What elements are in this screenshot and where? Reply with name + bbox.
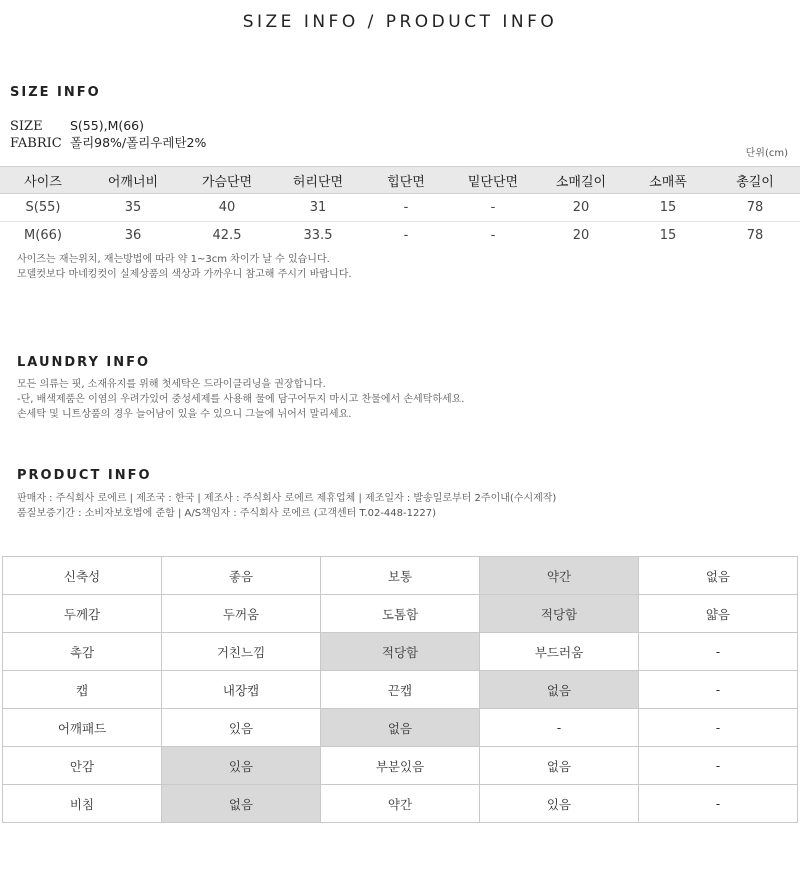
table-cell: 42.5: [212, 228, 242, 243]
attribute-option: 약간: [321, 785, 480, 823]
table-cell: 40: [180, 194, 274, 222]
attribute-name: 안감: [3, 747, 162, 785]
attribute-name: 신축성: [3, 557, 162, 595]
table-cell: 31: [274, 194, 362, 222]
size-note: 모델컷보다 마네킹컷이 실제상품의 색상과 가까우니 참고해 주시기 바랍니다.: [17, 269, 352, 280]
attribute-option-selected: 없음: [162, 785, 321, 823]
attribute-option-selected: 있음: [162, 747, 321, 785]
size-note: 사이즈는 재는위치, 재는방법에 따라 약 1~3cm 차이가 날 수 있습니다.: [17, 254, 330, 265]
attribute-option: -: [480, 709, 639, 747]
fabric-spec-line: [10, 133, 206, 151]
attribute-option: 거친느낌: [162, 633, 321, 671]
attribute-name: 캡: [3, 671, 162, 709]
table-cell: -: [450, 194, 536, 222]
product-line: 판매자 : 주식회사 로에르 | 제조국 : 한국 | 제조사 : 주식회사 로에르 제휴업체 | 제조일자 : 발송일로부터 2주이내(수시제작): [17, 493, 557, 504]
attribute-row: [3, 557, 798, 595]
attribute-option: 있음: [480, 785, 639, 823]
attribute-row: [3, 671, 798, 709]
attribute-row: [3, 747, 798, 785]
attribute-option-selected: 적당함: [321, 633, 480, 671]
attribute-option-selected: 약간: [480, 557, 639, 595]
table-cell: 33.5: [303, 228, 333, 243]
attribute-option-selected: 없음: [321, 709, 480, 747]
table-cell: -: [490, 228, 496, 243]
product-line: 품질보증기간 : 소비자보호법에 준함 | A/S책임자 : 주식회사 로에르 (고객센터 T.02-448-1227): [17, 508, 436, 519]
attribute-name: 두께감: [3, 595, 162, 633]
table-cell: 35: [86, 194, 180, 222]
table-cell: S(55): [0, 194, 86, 222]
attribute-row: [3, 785, 798, 823]
attribute-option: 부드러움: [480, 633, 639, 671]
attribute-option: -: [639, 709, 798, 747]
attribute-name: 촉감: [3, 633, 162, 671]
size-value: S(55),M(66): [70, 118, 145, 133]
unit-label: 단위(cm): [745, 148, 788, 159]
fabric-value: 폴리98%/폴리우레탄2%: [70, 135, 207, 150]
attribute-option: -: [639, 633, 798, 671]
attribute-option: -: [639, 785, 798, 823]
size-table-header: 가슴단면: [180, 167, 274, 194]
laundry-line: 손세탁 및 니트상품의 경우 늘어남이 있을 수 있으니 그늘에 뉘어서 말리세요.: [17, 409, 352, 420]
attribute-row: [3, 709, 798, 747]
table-cell: -: [362, 194, 450, 222]
size-label: SIZE: [10, 119, 43, 134]
product-info-heading: PRODUCT INFO: [17, 468, 152, 483]
table-row: [0, 194, 800, 222]
page-title: SIZE INFO / PRODUCT INFO: [242, 12, 558, 32]
attribute-row: [3, 633, 798, 671]
laundry-notes: [17, 377, 464, 422]
table-cell: 20: [536, 194, 626, 222]
size-table-header: 소매길이: [536, 167, 626, 194]
laundry-line: -단, 배색제품은 이염의 우려가있어 중성세제를 사용해 물에 담구어두지 마시고 찬물에서 손세탁하세요.: [17, 394, 465, 405]
attribute-row: [3, 595, 798, 633]
attribute-option: -: [639, 671, 798, 709]
table-cell: -: [403, 228, 409, 243]
size-notes: [17, 252, 352, 282]
attribute-option: 좋음: [162, 557, 321, 595]
size-table-header: 밑단단면: [450, 167, 536, 194]
product-attribute-table: [2, 556, 798, 823]
size-table-header-row: [0, 167, 800, 194]
table-cell: 36: [124, 228, 142, 243]
size-table-header: 허리단면: [274, 167, 362, 194]
size-info-heading: SIZE INFO: [10, 85, 101, 100]
size-table-header: 소매폭: [626, 167, 710, 194]
table-cell: 20: [572, 228, 590, 243]
attribute-name: 어깨패드: [3, 709, 162, 747]
table-cell: 78: [746, 228, 764, 243]
table-cell: M(66): [24, 228, 62, 243]
size-table-header: 힙단면: [362, 167, 450, 194]
attribute-option: 보통: [321, 557, 480, 595]
attribute-name: 비침: [3, 785, 162, 823]
size-table-header: 사이즈: [0, 167, 86, 194]
attribute-option: 두꺼움: [162, 595, 321, 633]
table-cell: 15: [626, 194, 710, 222]
attribute-option-selected: 적당함: [480, 595, 639, 633]
size-table-header: 총길이: [710, 167, 800, 194]
attribute-option: 도톰함: [321, 595, 480, 633]
attribute-option: 없음: [639, 557, 798, 595]
product-notes: [17, 491, 556, 521]
table-cell: 78: [710, 194, 800, 222]
laundry-line: 모든 의류는 핏, 소재유지를 위해 첫세탁은 드라이클리닝을 권장합니다.: [17, 379, 326, 390]
attribute-option: 얇음: [639, 595, 798, 633]
attribute-option-selected: 없음: [480, 671, 639, 709]
attribute-option: 없음: [480, 747, 639, 785]
attribute-option: -: [639, 747, 798, 785]
attribute-option: 있음: [162, 709, 321, 747]
size-table-header: 어깨너비: [86, 167, 180, 194]
laundry-info-heading: LAUNDRY INFO: [17, 355, 151, 370]
fabric-label: FABRIC: [10, 136, 62, 151]
size-spec-line: [10, 118, 144, 134]
attribute-option: 부분있음: [321, 747, 480, 785]
table-row: [0, 222, 800, 250]
table-cell: 15: [659, 228, 677, 243]
attribute-option: 끈캡: [321, 671, 480, 709]
size-table: [0, 166, 800, 249]
attribute-option: 내장캡: [162, 671, 321, 709]
